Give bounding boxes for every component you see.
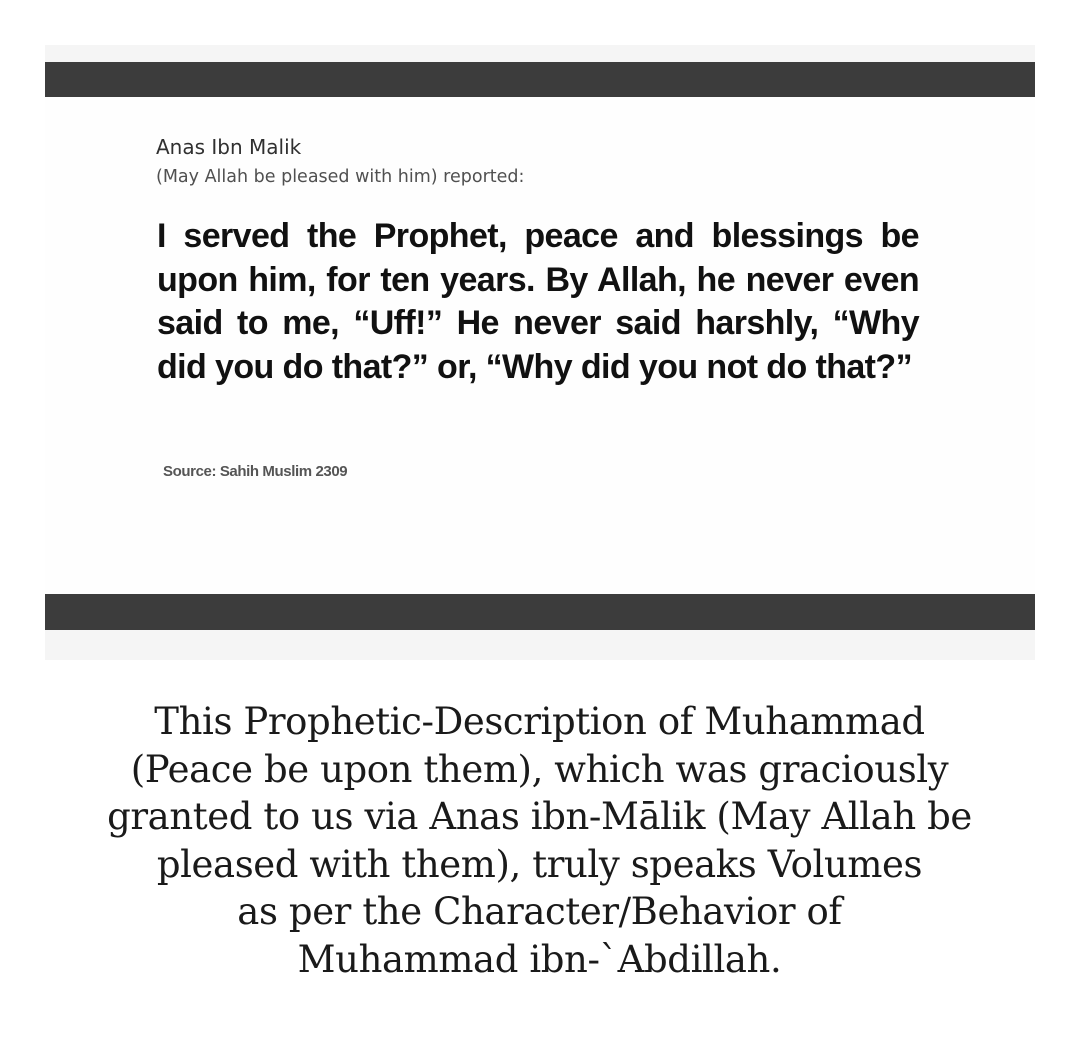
narrator-name: Anas Ibn Malik	[156, 135, 302, 159]
bottom-dark-bar	[45, 594, 1035, 630]
quote-panel	[45, 97, 1035, 594]
caption-line: This Prophetic-Description of Muhammad	[154, 700, 925, 743]
caption-line: pleased with them), truly speaks Volumes	[156, 842, 923, 886]
quote-image	[45, 45, 1035, 660]
caption-line: granted to us via Anas ibn-Mālik (May Allah be	[107, 795, 972, 838]
source-citation: Source: Sahih Muslim 2309	[163, 463, 348, 480]
top-dark-bar	[45, 62, 1035, 97]
post-caption	[40, 698, 1039, 983]
caption-line: (Peace be upon them), which was graciously	[130, 747, 949, 791]
caption-line: as per the Character/Behavior of	[237, 890, 842, 933]
hadith-quote-text: I served the Prophet, peace and blessings be upon him, for ten years. By Allah, he never even said to me, “Uff!” He never said harshly, “Why did you do that?” or, “Why did you not do that?”	[157, 217, 919, 386]
caption-line: Muhammad ibn-`Abdillah.	[297, 937, 782, 981]
narrator-note: (May Allah be pleased with him) reported:	[156, 167, 525, 187]
